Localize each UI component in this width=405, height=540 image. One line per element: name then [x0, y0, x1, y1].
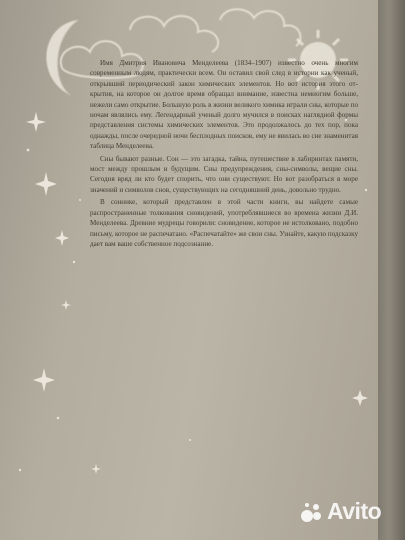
body-text — [90, 58, 358, 251]
paragraph: Имя Дмитрия Ивановича Менделеева (1834–1907) известно очень многим современным людям, практически всем. Он оставил свой след в истории как ученый, открывший периодический закон химических элементов. Но вот история этого открытия, на которое он долгое время обращал внимание, известна немногим больше, нежели само открытие. Большую роль в жизни великого химика играли сны, которые по ночам являлись ему. Легендарный ученый долго мучился в поисках наглядной формы представления системы химических элементов. Это продолжалось до тех пор, пока однажды, после очередной ночи бесплодных поисков, ему не явилась во сне знаменитая таблица Менделеева. — [90, 59, 358, 151]
paragraph: Сны бывают разные. Сон — это загадка, тайна, путешествие в лабиринтах памяти, мост между прошлым и будущим. Сны предупреждения, сны-символы, вещие сны. Сегодня вряд ли кто будет спорить, что они существуют. Но вот разобраться в море значений и символов снов, существующих на сегодняшний день, довольно трудно. — [90, 154, 358, 194]
book-edge — [378, 0, 405, 540]
avito-watermark — [300, 498, 381, 525]
avito-logo-icon — [300, 501, 324, 523]
avito-brand-text: Avito — [327, 498, 382, 524]
paragraph: В соннике, который представлен в этой части книги, вы найдете самые распространенные толкования сновидений, употреблявшиеся во времена жизни Д.И. Менделеева. Древние мудрецы говорили: сновидение, которое не истолковано, подобно письму, которое не распечатано. «Распечатайте» же свои сны. Узнайте, какую подсказку дает вам ваше собственное подсознание. — [90, 198, 358, 248]
